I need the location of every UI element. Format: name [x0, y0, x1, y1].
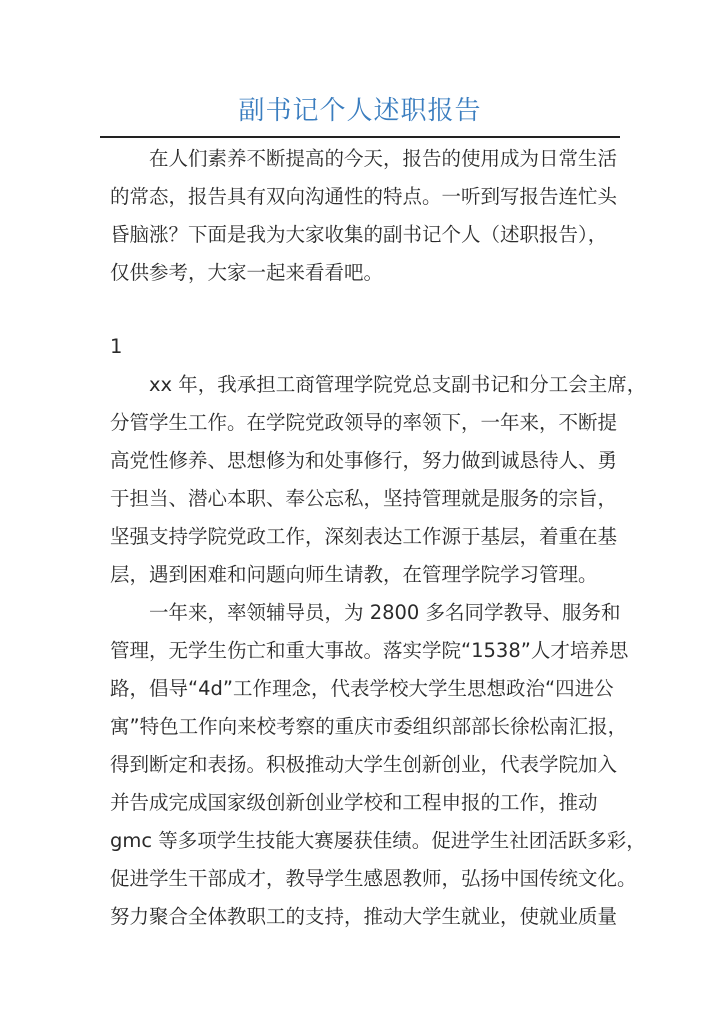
text-line: 得到断定和表扬。积极推动大学生创新创业，代表学院加入: [110, 753, 618, 776]
text-line: 路，倡导“4d”工作理念，代表学校大学生思想政治“四进公: [110, 677, 614, 700]
text-line: 努力聚合全体教职工的支持，推动大学生就业，使就业质量: [110, 905, 618, 928]
text-line: gmc 等多项学生技能大赛屡获佳绩。促进学生社团活跃多彩，: [110, 829, 646, 852]
text-line: 促进学生干部成才，教导学生感恩教师，弘扬中国传统文化。: [110, 867, 637, 890]
text-line: xx 年，我承担工商管理学院党总支副书记和分工会主席，: [110, 373, 647, 396]
title-divider: [100, 136, 620, 138]
text-line: 的常态，报告具有双向沟通性的特点。一听到写报告连忙头: [110, 185, 618, 208]
document-title: 副书记个人述职报告: [238, 96, 482, 126]
intro-paragraph: [110, 140, 618, 292]
text-line: 仅供参考，大家一起来看看吧。: [110, 261, 384, 284]
text-line: 昏脑涨？下面是我为大家收集的副书记个人（述职报告），: [110, 223, 608, 246]
text-line: 在人们素养不断提高的今天，报告的使用成为日常生活: [110, 147, 618, 170]
text-line: 并告成完成国家级创新创业学校和工程申报的工作，推动: [110, 791, 598, 814]
text-line: 分管学生工作。在学院党政领导的率领下，一年来，不断提: [110, 411, 618, 434]
text-line: 寓”特色工作向来校考察的重庆市委组织部部长徐松南汇报，: [110, 715, 628, 738]
text-line: 一年来，率领辅导员，为 2800 多名同学教导、服务和: [110, 601, 621, 624]
text-line: 于担当、潜心本职、奉公忘私，坚持管理就是服务的宗旨，: [110, 487, 618, 510]
section-number: 1: [110, 335, 123, 358]
body-paragraph-2: [110, 594, 646, 936]
text-line: 高党性修养、思想修为和处事修行，努力做到诚恳待人、勇: [110, 449, 618, 472]
text-line: 坚强支持学院党政工作，深刻表达工作源于基层，着重在基: [110, 525, 618, 548]
body-paragraph-1: [110, 366, 647, 594]
text-line: 管理，无学生伤亡和重大事故。落实学院“1538”人才培养思: [110, 639, 629, 662]
text-line: 层，遇到困难和问题向师生请教，在管理学院学习管理。: [110, 563, 598, 586]
